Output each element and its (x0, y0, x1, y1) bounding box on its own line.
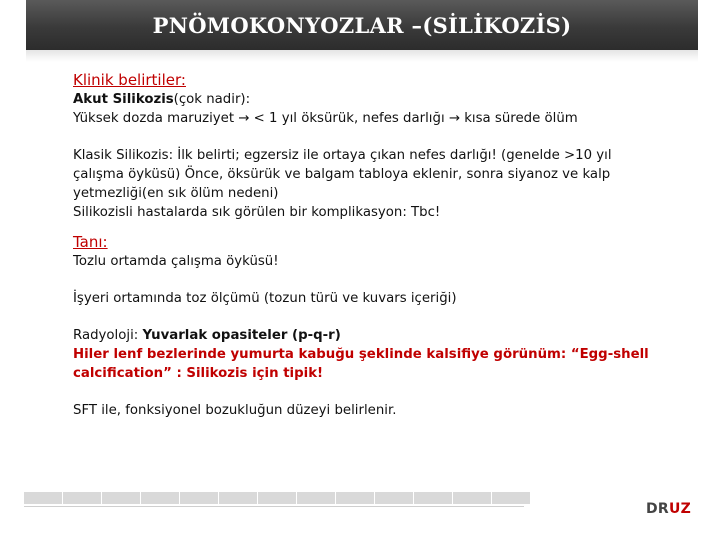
sft-line: SFT ile, fonksiyonel bozukluğun düzeyi belirlenir. (73, 403, 397, 418)
footer-cell (102, 492, 141, 504)
footer-divider (24, 506, 524, 507)
footer-cell (492, 492, 531, 504)
footer-cell (219, 492, 258, 504)
footer-cell (141, 492, 180, 504)
klasik-line-3: yetmezliği(en sık ölüm nedeni) (73, 186, 279, 201)
footer-cell (63, 492, 102, 504)
akut-note: (çok nadir): (173, 92, 251, 107)
akut-title: Akut Silikozis (73, 92, 174, 107)
footer-cell (258, 492, 297, 504)
klasik-line-1: Klasik Silikozis: İlk belirti; egzersiz ile ortaya çıkan nefes darlığı! (genelde >10 yıl (73, 148, 612, 163)
radyoloji-finding: Yuvarlak opasiteler (p-q-r) (142, 328, 341, 343)
footer-cell (336, 492, 375, 504)
footer-cell (180, 492, 219, 504)
radyoloji-label: Radyoloji: (73, 328, 143, 343)
klasik-line-2: çalışma öyküsü) Önce, öksürük ve balgam tabloya eklenir, sonra siyanoz ve kalp (73, 167, 611, 182)
klinik-heading: Klinik belirtiler: (73, 71, 186, 89)
akut-description: Yüksek dozda maruziyet → < 1 yıl öksürük, nefes darlığı → kısa sürede ölüm (73, 111, 578, 126)
title-shadow (26, 50, 698, 62)
title-bar (26, 0, 698, 50)
footer-cell (414, 492, 453, 504)
footer-cell (297, 492, 336, 504)
akut-line (73, 90, 673, 109)
footer-cell (453, 492, 492, 504)
radyoloji-line (73, 326, 673, 345)
slide-content (73, 70, 673, 420)
druz-logo (646, 501, 691, 517)
tani-heading: Tanı: (73, 233, 108, 251)
logo-part-dr: DR (646, 501, 670, 517)
logo-part-uz: UZ (669, 501, 692, 517)
hiler-line-2: calcification” : Silikozis için tipik! (73, 366, 324, 381)
tani-line-2: İşyeri ortamında toz ölçümü (tozun türü ve kuvars içeriği) (73, 291, 457, 306)
hiler-line-1: Hiler lenf bezlerinde yumurta kabuğu şeklinde kalsifiye görünüm: “Egg-shell (73, 347, 649, 362)
slide-title: PNÖMOKONYOZLAR –(SİLİKOZİS) (152, 12, 572, 38)
tani-line-1: Tozlu ortamda çalışma öyküsü! (73, 254, 279, 269)
footer-decoration (24, 492, 531, 504)
footer-cell (24, 492, 63, 504)
footer-cell (375, 492, 414, 504)
klasik-line-4: Silikozisli hastalarda sık görülen bir komplikasyon: Tbc! (73, 205, 441, 220)
